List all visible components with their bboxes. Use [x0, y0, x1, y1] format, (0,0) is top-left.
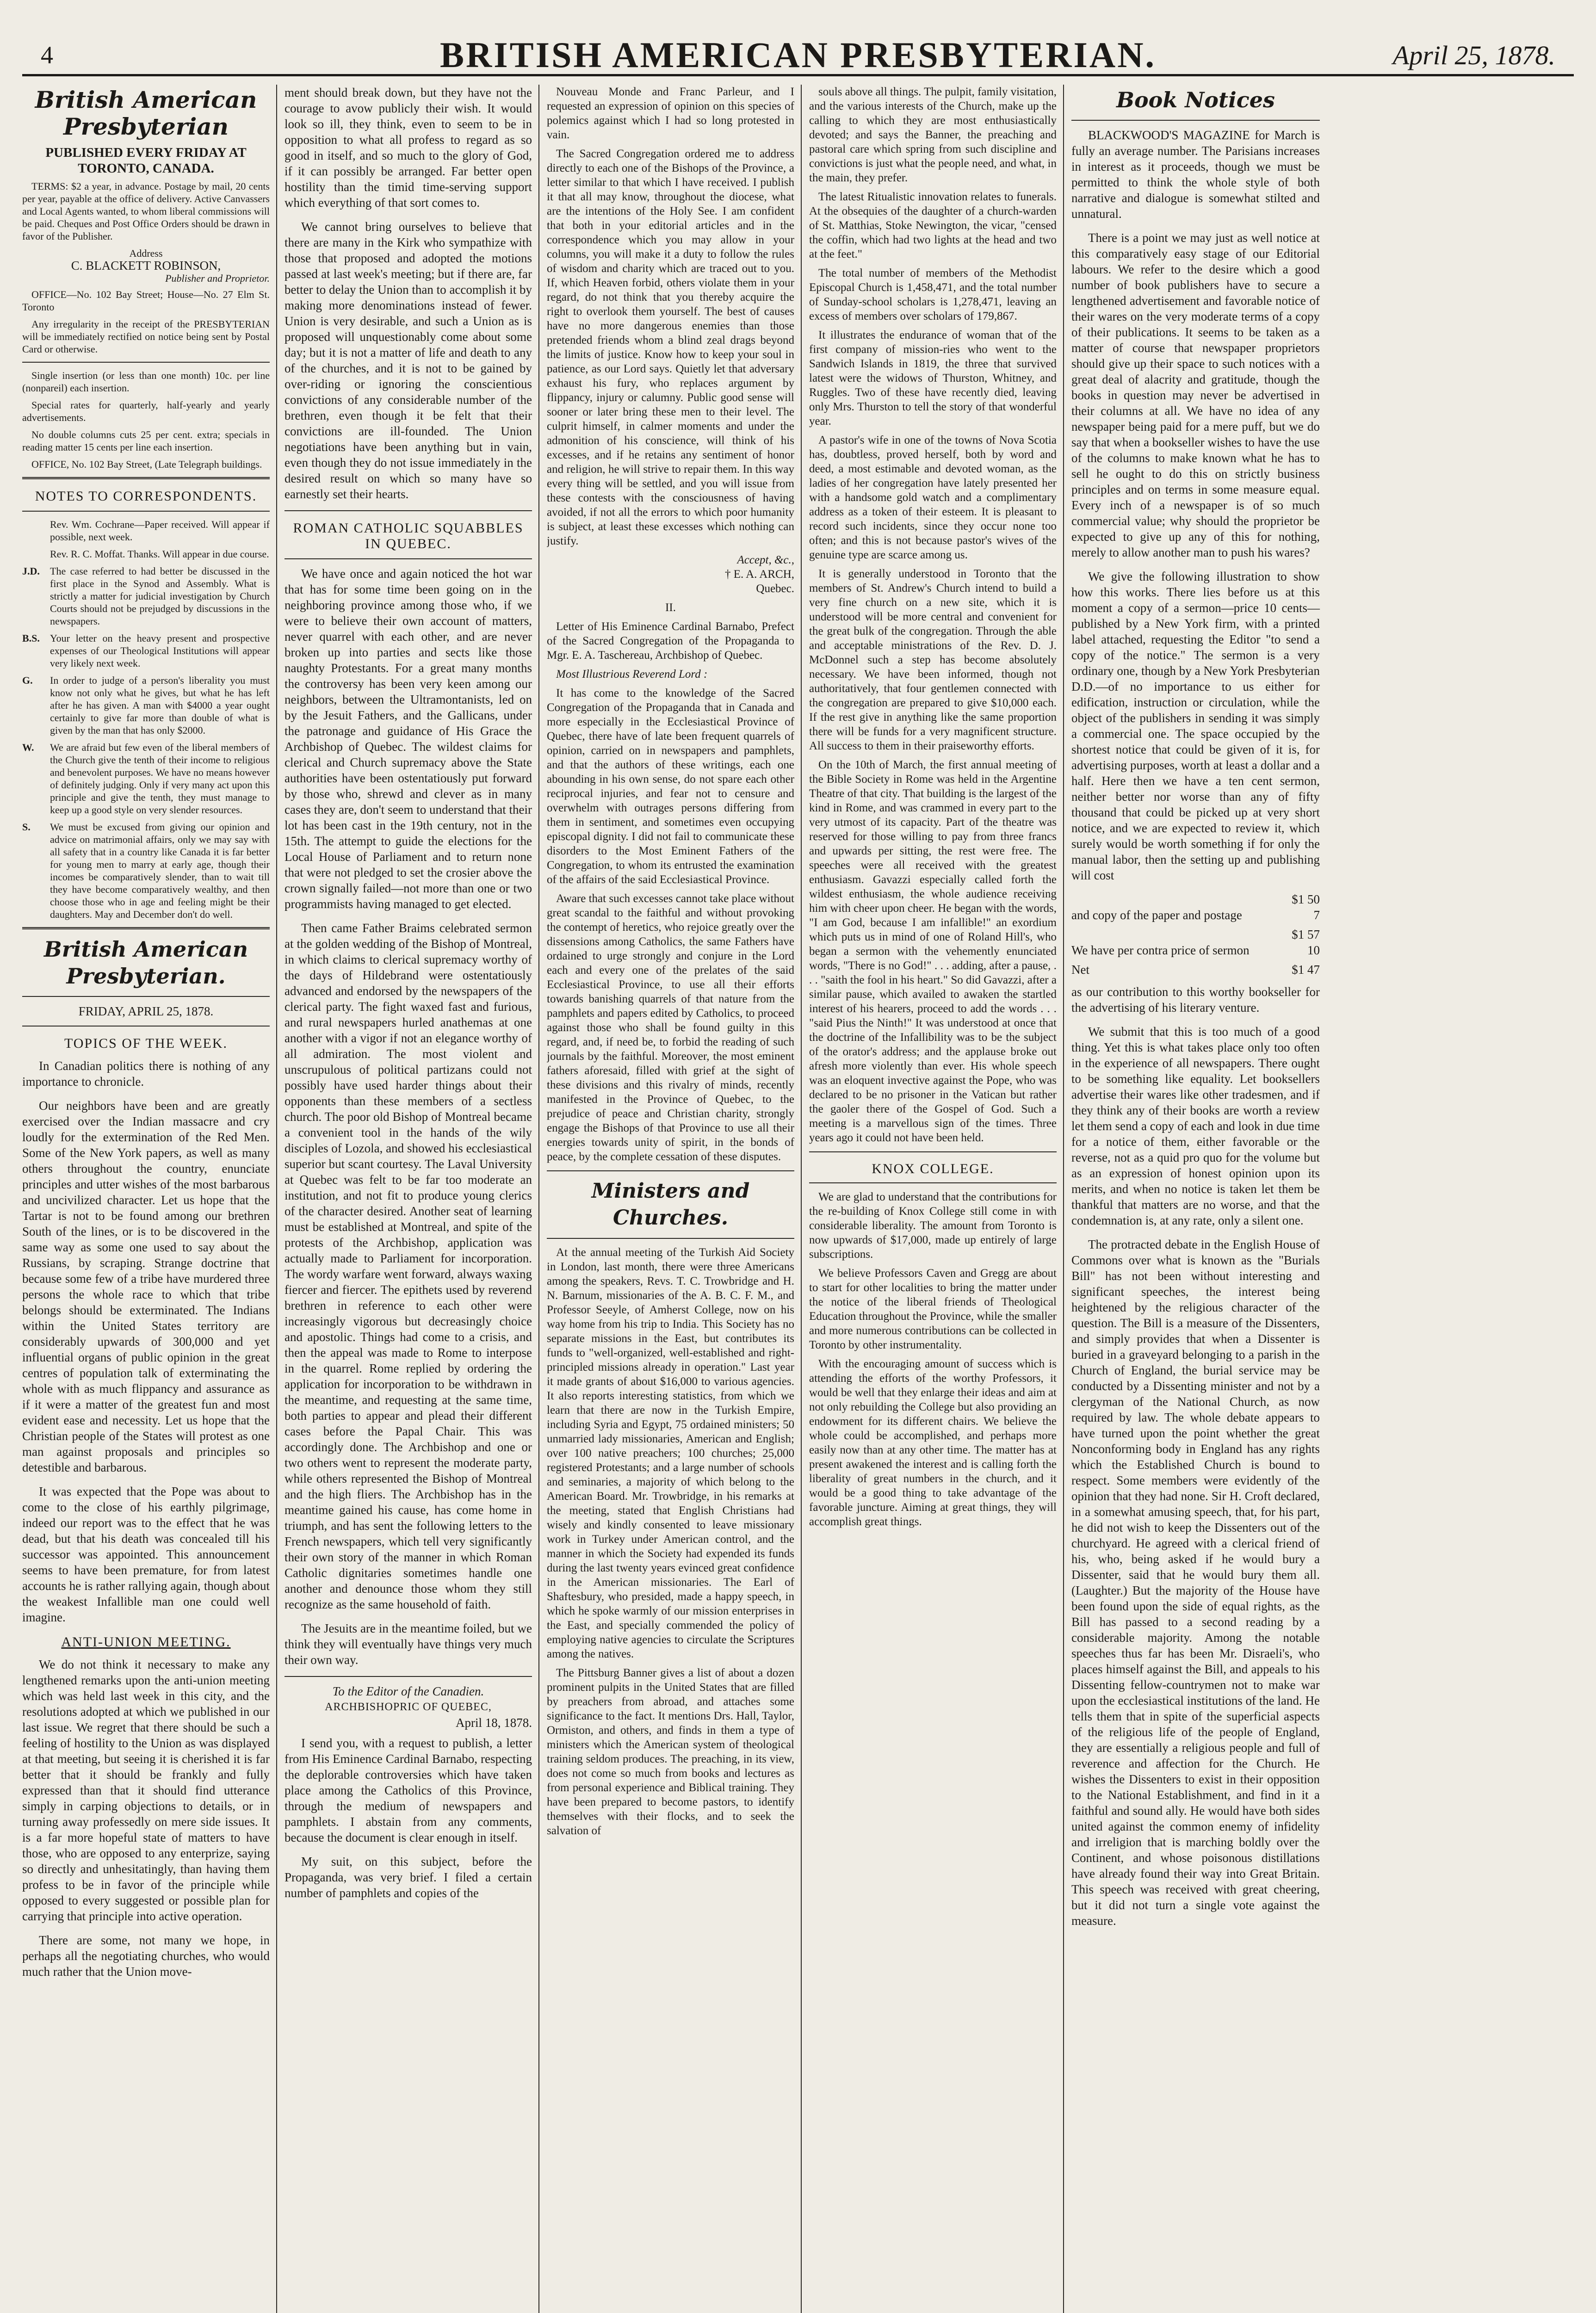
newspaper-title: BRITISH AMERICAN PRESBYTERIAN. [439, 35, 1157, 75]
roman-catholic-heading: ROMAN CATHOLIC SQUABBLES IN QUEBEC. [293, 520, 524, 551]
body-paragraph: On the 10th of March, the first annual meeting of the Bible Society in Rome was held in the Argentine Theatre of that city. That building is the largest of the kind in Rome, and was crammed in every part to the very utmost of its capacity. Part of the theatre was reserved for those willing to pay from three francs and upwards per sitting, the rest were free. The speeches were all received with the greatest enthusiasm. Gavazzi especially called forth the wildest enthusiasm, the whole audience receiving him with cheer upon cheer. He began with the words, "I am God, because I am infallible!" an exordium which puts us in mind of one of Roland Hill's, who began a sermon with the vehemently enunciated words, "There is no God!" . . . adding, after a pause, . . . "saith the fool in his heart." So did Gavazzi, after a similar pause, which availed to awaken the startled interest of his hearers, proceed to add the words . . . "said Pius the Ninth!" It was understood at once that the doctrine of the Infallibility was to be the subject of the orator's address; and the applause broke out afresh more violently than ever. His whole speech was an eloquent invective against the Pope, who was declared to be no prisoner in the Vatican but rather the gaoler there of the Gospel of God. Such a meeting is a marvellous sign of the times. Three years ago it could not have been held. [809, 759, 1057, 1144]
letter-signature: † E. A. ARCH, [724, 568, 794, 581]
body-paragraph: With the encouraging amount of success which is attending the efforts of the worthy Professors, it would be well that they enlarge their ideas and aim at not only rebuilding the College but also providing an endowment for its different chairs. We believe the whole could be accomplished, and perhaps more easily now than at any other time. The matter has at present awakened the interest and is calling forth the liberality of great numbers in the church, and it would be a good thing to take advantage of the favorable juncture. Aiming at great things, they will accomplish great things. [809, 1358, 1057, 1528]
issue-date-line: FRIDAY, APRIL 25, 1878. [78, 1004, 214, 1018]
anti-union-paragraph: There are some, not many we hope, in perhaps all the negotiating churches, who would much rather that the Union move- [22, 1933, 270, 1979]
office-address-2: OFFICE, No. 102 Bay Street, (Late Telegraph buildings. [31, 458, 262, 470]
note-item: J.D. The case referred to had better be discussed in the first place in the Synod and Assembly. What is strictly a matter for judicial investigation by Church Courts should not be prejudged by discussions in the newspapers. [22, 565, 270, 627]
letter-origin: ARCHBISHOPRIC OF QUEBEC, [325, 1701, 492, 1713]
letter-paragraph: I send you, with a request to publish, a letter from His Eminence Cardinal Barnabo, respecting the deplorable controversies which have taken place among the Catholics of this Province, through the medium of newspapers and pamphlets. I abstain from any comments, because the document is clear enough in itself. [285, 1736, 532, 1844]
body-paragraph: The Jesuits are in the meantime foiled, but we think they will eventually have things very much their own way. [285, 1621, 532, 1667]
letter-paragraph: My suit, on this subject, before the Propaganda, was very brief. I filed a certain number of pamphlets and copies of the [285, 1855, 532, 1900]
account-row: $1 50 [1292, 892, 1320, 906]
column-4 [809, 85, 1064, 2313]
continued-paragraph: souls above all things. The pulpit, family visitation, and the various interests of the Church, make up the calling to which they are most enthusiastically devoted; and says the Banner, the preaching and pastoral care which spring from such discipline and convictions is just what the people need, and what, in the main, they prefer. [809, 86, 1057, 184]
body-paragraph: as our contribution to this worthy bookseller for the advertising of his literary venture. [1071, 985, 1320, 1014]
note-item: W. We are afraid but few even of the liberal members of the Church give the tenth of their income to religious and benevolent purposes. We have no means however of definitely judging. Only if very many act upon this principle and give the tenth, they must manage to keep up a good style on very slender resources. [22, 742, 270, 816]
single-insertion-rate: Single insertion (or less than one month) 10c. per line (nonpareil) each insertion. [22, 370, 270, 394]
letter-salutation: Most Illustrious Reverend Lord : [556, 668, 708, 680]
body-paragraph: A pastor's wife in one of the towns of Nova Scotia has, doubtless, proved herself, both by word and deed, a most estimable and devoted woman, as the ladies of her congregation have lately presented her with a handsome gold watch and a complimentary address as a token of their esteem. It is pleasant to record such incidents, since they occur none too often; and this is not because pastor's wives of the genuine type are scarce among us. [809, 434, 1057, 561]
topics-heading: TOPICS OF THE WEEK. [64, 1036, 228, 1051]
body-paragraph: We are glad to understand that the contributions for the re-building of Knox College still come in with considerable liberality. The amount from Toronto is now upwards of $17,000, made up entirely of large subscriptions. [809, 1191, 1057, 1261]
letter-place: Quebec. [756, 582, 794, 595]
topic-paragraph: It was expected that the Pope was about to come to the close of his earthly pilgrimage, indeed our report was to the effect that he was dead, but that his death was concealed till his successor was appointed. This announcement seems to have been premature, for from latest accounts he is rather rallying again, though about the weakest Infallible man one could well imagine. [22, 1484, 270, 1624]
ministers-heading: Ministers and Churches. [591, 1179, 750, 1230]
topic-paragraph: Our neighbors have been and are greatly exercised over the Indian massacre and cry loudly for the extermination of the Red Men. Some of the New York papers, as well as many others throughout the country, enunciate principles and utter wishes of the most barbarous and uncivilized character. Let us hope that the Tartar is not to be found among our brethren South of the lines, or is to be discovered in the same way as some one used to say about the Russians, by scraping. Strange doctrine that because some few of a tribe have murdered three persons the whole race to which that tribe belongs should be exterminated. The Indians within the United States territory are considerably upwards of 300,000 and yet influential organs of public opinion in the great centres of population talk of exterminating the whole with as much flippancy and assurance as if it were a matter of the greatest fun and most evident ease and necessity. Let us hope that the Christian people of the States will protest as one man against proposals and principles so detestible and barbarous. [22, 1099, 270, 1474]
publication-line: PUBLISHED EVERY FRIDAY AT [45, 145, 247, 160]
paper-nameplate: British American Presbyterian [35, 86, 257, 140]
account-table [1071, 891, 1320, 977]
issue-date: April 25, 1878. [1392, 40, 1555, 70]
masthead [22, 32, 1574, 76]
letter-closing: Accept, &c., [737, 554, 794, 566]
page-number: 4 [41, 41, 53, 69]
body-paragraph: At the annual meeting of the Turkish Aid Society in London, last month, there were three Americans among the speakers, Revs. T. C. Trowbridge and H. N. Barnum, missionaries of the A. B. C. F. M., and Professor Seeyle, of Amherst College, now on his way home from his trip to India. This Society has no separate missions in the East, but contributes its funds to "well-organized, well-established and right-principled missions already in operation." Last year it made grants of about $16,000 to various agencies. It also reports interesting statistics, from which we learn that there are now in the Turkish Empire, including Syria and Egypt, 75 ordained ministers; 50 unmarried lady missionaries, American and English; over 100 native preachers; 100 churches; 25,000 registered Protestants; and a large number of schools and seminaries, a majority of which belong to the American Board. Mr. Trowbridge, in his remarks at the meeting, stated that English Christians had wisely and kindly consented to leave missionary work in Turkey under American control, and the manner in which the Society had expended its funds during the last twenty years evinced great confidence in the American missionaries. The Earl of Shaftesbury, who presided, made a happy speech, in which he spoke warmly of our mission enterprises in the East, and specially commended the policy of employing native agencies to circulate the Scriptures among the natives. [547, 1246, 794, 1660]
account-row: and copy of the paper and postage 7 [1071, 908, 1320, 922]
office-address: OFFICE—No. 102 Bay Street; House—No. 27 Elm St. Toronto [22, 289, 270, 313]
note-item: S. We must be excused from giving our opinion and advice on matrimonial affairs, only we may say with all safety that in a country like Canada it is far better for young men to marry at early age, though their incomes be comparatively slender, than to wait till they have become comparatively wealthy, and then choose those who in age and feeling might be their daughters. May and December don't do well. [22, 821, 270, 920]
body-paragraph: It illustrates the endurance of woman that of the first company of mission-ries who went to the Sandwich Islands in 1819, the three that survived latest were the widows of Thurston, Whitney, and Ruggles. Two of these have recently died, leaving only Mrs. Thurston to tell the story of that wonderful year. [809, 329, 1057, 427]
body-paragraph: The protracted debate in the English House of Commons over what is known as the "Burials Bill" has not been without interesting and significant speeches, the interest being heightened by the religious character of the question. The Bill is a measure of the Dissenters, and simply provides that when a Dissenter is buried in a graveyard belonging to a parish in the Church of England, the burial service may be conducted by a Dissenting minister and not by a clergyman of the National Church, as now required by law. The whole debate appears to have turned upon the point whether the great Nonconforming body in England has any rights which the Established Church is bound to respect. Some members were evidently of the opinion that they had none. Sir H. Croft declared, in a somewhat amusing speech, that, for his part, he did not wish to keep the Dissenters out of the churchyard. He agreed with a clerical friend of his, who, being asked if he would bury a Dissenter, said that he would bury them all. (Laughter.) But the majority of the House have been found upon the side of equal rights, as the Bill has passed to a second reading by a considerable majority. Among the notable speeches thus far has been Mr. Disraeli's, who places himself against the Bill, and appeals to his Dissenting fellow-countrymen not to make war upon the ecclesiastical institutions of the land. He tells them that in spite of the superficial aspects of the religious life of the people of England, they are essentially a religious people and full of reverence and affection for the Church. He wishes the Dissenters to exist in their opposition to the National Establishment, and find in it a faithful and sound ally. He would have both sides united against the common enemy of infidelity and irreligion that is marching boldly over the Continent, and whose poisonous distillations have already found their way into Great Britain. This speech was received with great cheering, but it did not turn a single vote against the measure. [1071, 1237, 1320, 1928]
column-3 [547, 85, 802, 2313]
account-row: $1 57 [1292, 928, 1320, 941]
letter-paragraph: The Sacred Congregation ordered me to address directly to each one of the Bishops of the Province, a letter similar to that which I have received. I publish it that all may know, throughout the diocese, what are the intentions of the Holy See. I am confident that both in your editorial articles and in the correspondence which you may allow in your columns, you will make it a duty to follow the rules of wisdom and charity which are traced out to you. If, which Heaven forbid, others violate them in your regard, do not think that you thereby acquire the right to overlook them yourself. The best of causes have no more dangerous enemies than those pretended friends whom a blind zeal drags beyond the limits of justice. Know how to keep your soul in patience, as our Lord says. Quietly let that adversary exhaust his fury, who replaces argument by flippancy, injury or calumny. Public good sense will sooner or later bring these men to their level. The culprit himself, in calmer moments and under the admonition of his conscience, will think of his excesses, and if he retains any sentiment of honor and religion, he will strive to repair them. In this way every thing will be settled, and you will issue from these contests with the consciousness of having avoided, if not all the errors to which poor humanity is subject, at least these excesses which nothing can justify. [547, 148, 794, 547]
note-item: G. In order to judge of a person's liberality you must know not only what he gives, but what he has left after he has given. A man with $4000 a year ought certainly to give far more than double of what is given by the man that has only $2000. [22, 674, 270, 736]
address-label: Address [129, 247, 163, 259]
publication-place: TORONTO, CANADA. [78, 161, 214, 176]
body-paragraph: BLACKWOOD'S MAGAZINE for March is fully an average number. The Parisians increases in interest as it proceeds, though we must be permitted to think the whole style of both narrative and dialogue is somewhat stilted and unnatural. [1071, 128, 1320, 221]
note-item: B.S. Your letter on the heavy present and prospective expenses of our Theological Institutions will appear very likely next week. [22, 632, 270, 669]
terms: TERMS: $2 a year, in advance. Postage by mail, 20 cents per year, payable at the office of delivery. Active Canvassers and Local Agents wanted, to whom liberal commissions will be paid. Cheques and Post Office Orders should be drawn in favor of the Publisher. [22, 180, 270, 242]
publisher-role: Publisher and Proprietor. [165, 272, 270, 284]
anti-union-heading: ANTI-UNION MEETING. [61, 1634, 231, 1650]
column-1 [22, 85, 277, 2313]
note-item: Rev. R. C. Moffat. Thanks. Will appear in due course. [50, 548, 269, 560]
letter-intro: Letter of His Eminence Cardinal Barnabo, Prefect of the Sacred Congregation of the Propaganda to Mgr. E. A. Taschereau, Archbishop of Quebec. [547, 620, 794, 662]
body-paragraph: It is generally understood in Toronto that the members of St. Andrew's Church intend to build a very fine church on a new site, which it is understood will be more central and convenient for the great bulk of the congregation. Through the able and acceptable ministrations of the Rev. D. J. McDonnel such a step has become absolutely necessary. We have been informed, though not authoritatively, that four gentlemen connected with the congregation are prepared to give $10,000 each. If the rest give in anything like the same proportion there will be funds for a very magnificent structure. All success to them in their praiseworthy efforts. [809, 568, 1057, 752]
anti-union-paragraph: We do not think it necessary to make any lengthened remarks upon the anti-union meeting which was held last week in this city, and the resolutions adopted at which we published in our last issue. We regret that there should be such a feeling of hostility to the Union as was displayed at that meeting, but seeing it is cherished it is far better that it should be frankly and fully expressed than that it should find utterance simply in carping objections to details, or in turning away professedly on mere side issues. It is a far more hopeful state of matters to have those, who are opposed to any enterprize, saying so directly and unhesitatingly, than having them profess to be in favor of the principle while opposed to every suggested or possible plan for carrying that principle into active operation. [22, 1657, 270, 1923]
topic-paragraph: In Canadian politics there is nothing of any importance to chronicle. [22, 1059, 270, 1088]
book-notices-heading: Book Notices [1116, 87, 1275, 112]
account-row: We have per contra price of sermon 10 [1071, 943, 1320, 957]
column-2 [285, 85, 539, 2313]
section-numeral: II. [665, 601, 676, 614]
irregularity-notice: Any irregularity in the receipt of the PRESBYTERIAN will be immediately rectified on notice being sent by Postal Card or otherwise. [22, 318, 270, 355]
knox-college-heading: KNOX COLLEGE. [872, 1161, 994, 1176]
notes-list [22, 518, 270, 921]
account-row: Net $1 47 [1071, 963, 1320, 977]
body-paragraph: We believe Professors Caven and Gregg are about to start for other localities to bring the matter under the notice of the liberal friends of Theological Education throughout the Province, while the smaller and more numerous contributions can be collected in Toronto by other instrumentality. [809, 1267, 1057, 1351]
paper-nameplate-2: British American Presbyterian. [43, 937, 248, 989]
body-paragraph: We cannot bring ourselves to believe that there are many in the Kirk who sympathize with those that proposed and adopted the motions passed at last week's meeting; but if there are, far better to delay the Union than to accomplish it by making more denominations instead of fewer. Union is very desirable, and such a Union as is proposed will unquestionably come about some day; but it is not a matter of life and death to any of the churches, and it is not to be gained by over-riding or ignoring the conscientious convictions of any considerable number of the brethren, even though it be felt that their convictions are ill-founded. The Union negotiations have been anything but in vain, even though they do not issue immediately in the desired result on which so many have so earnestly set their hearts. [285, 220, 532, 501]
body-paragraph: There is a point we may just as well notice at this comparatively easy stage of our Editorial labours. We refer to the desire which a good number of book publishers have to secure a lengthened advertisement and favorable notice of their wares on the very moderate terms of a copy of their publications. It seems to be taken as a matter of course that newspaper proprietors should give up their space to such notices with a great deal of alacrity and gratitude, though the books in question may never be advertised in their columns at all. We have no idea of any newspaper being paid for a mere puff, but we do say that when a bookseller wishes to have the use of the columns to make known what he has to sell he ought to do this on strictly business principles and on terms in some measure equal. Every inch of a newspaper is of so much commercial value; why should the proprietor be expected to give up any of this for nothing, merely to allow another man to push his wares? [1071, 231, 1320, 559]
publisher-name: C. BLACKETT ROBINSON, [71, 259, 221, 272]
special-rates: Special rates for quarterly, half-yearly and yearly advertisements. [22, 399, 270, 423]
body-paragraph: We give the following illustration to show how this works. There lies before us at this moment a copy of a sermon—price 10 cents—published by a New York firm, with a printed label attached, requesting the Editor "to send a copy of the notice." The sermon is a very ordinary one, though by a New York Presbyterian D.D.—of no importance to us either for edification, instruction or circulation, while the object of the publishers in sending it was simply a commercial one. The space occupied by the shortest notice that could be given of it is, for advertising purposes, worth at least a dollar and a half. Here then we have a ten cent sermon, neither better nor worse than any of fifty thousand that could be picked up at very short notice, and we are expected to review it, which surely would be worth something if for only the manual labor, then the setting up and publishing will cost [1071, 569, 1320, 882]
body-paragraph: The total number of members of the Methodist Episcopal Church is 1,458,471, and the total number of Sunday-school scholars is 1,278,471, leaving an excess of members over scholars of 179,867. [809, 267, 1057, 322]
continued-paragraph: Nouveau Monde and Franc Parleur, and I requested an expression of opinion on this species of polemics against which I had so long protested in vain. [547, 86, 794, 141]
column-5 [1071, 85, 1326, 2313]
body-paragraph: We have once and again noticed the hot war that has for some time been going on in the neighboring province among those who, if we were to believe their own account of matters, never quarrel with each other, and are never broken up into parties and sects like those naughty Protestants. For a great many months the controversy has been very keen among our neighbors, between the Ultramontanists, led on by the Jesuit Fathers, and the Gallicans, under the patronage and guidance of His Grace the Archbishop of Quebec. The wildest claims for clerical and Church supremacy above the State authorities have been ostentatiously put forward by those who, shrewd and clever as in many cases they are, don't seem to understand that their lot has been cast in the 19th century, not in the 15th. The attempt to guide the elections for the Local House of Parliament and to return none that were not pledged to set the crosier above the crown signally failed—not more than one or two programmists having managed to get elected. [285, 567, 532, 911]
continued-paragraph: ment should break down, but they have not the courage to avow publicly their wish. It would look so ill, they think, even to seem to be in opposition to what all profess to regard as so good in itself, and so much to the glory of God, if it can possibly be arranged. Far better open hostility than the timid time-serving support which everything of that sort comes to. [285, 86, 532, 210]
double-column-rates: No double columns cuts 25 per cent. extra; specials in reading matter 15 cents per line each insertion. [22, 429, 270, 453]
letter-date: April 18, 1878. [456, 1716, 532, 1730]
notes-heading: NOTES TO CORRESPONDENTS. [35, 489, 257, 504]
body-paragraph: The Pittsburg Banner gives a list of about a dozen prominent pulpits in the United States that are filled by preachers from abroad, and attaches some significance to the fact. It mentions Drs. Hall, Taylor, Ormiston, and others, and finds in them a type of ministers which the American system of theological training seldom produces. The preaching, in its view, does not come so much from books and lectures as from personal experience and Biblical training. They have been prepared to become pastors, to identify themselves with their flocks, and to seek the salvation of [547, 1667, 794, 1837]
body-paragraph: Then came Father Braims celebrated sermon at the golden wedding of the Bishop of Montreal, in which claims to clerical supremacy worthy of the days of Hildebrand were ostentatiously advanced and endorsed by the newspapers of the clerical party. The fight waxed fast and furious, and rural newspapers hurled anathemas at one another with a vigor if not an elegance worthy of all admiration. The most violent and unscrupulous of political partizans could not possibly have used harder things about their opponents than these members of a sectless church. The poor old Bishop of Montreal became a convenient tool in the hands of the wily disciples of Lozola, and showed his ecclesiastical superior but scant courtesy. The Laval University at Quebec was felt to be far too moderate an institution, and not fit to produce young clerics of the character desired. Another seat of learning must be established at Montreal, and spite of the protests of the Archbishop, application was actually made to Parliament for incorporation. The wordy warfare went forward, always waxing fiercer and fiercer. The epithets used by reverend brethren in reference to each other were increasingly vigorous but decreasingly choice and apostolic. Things had come to a crisis, and then the appeal was made to Rome to interpose in the quarrel. Rome replied by ordering the application for incorporation to be withdrawn in the meantime, and requesting at the same time, both parties to appear and plead their different cases before the Papal Chair. This was accordingly done. The Archbishop and one or two others went to represent the moderate party, while others represented the Bishop of Montreal and the high fliers. The Archbishop has in the meantime gained his cause, has come home in triumph, and has sent the following letters to the French newspapers, which tell very significantly their own story of the manner in which Roman Catholic dignitaries sometimes handle one another and denounce those whom they still recognize as the same household of faith. [285, 921, 532, 1611]
letter-addressee: To the Editor of the Canadien. [332, 1684, 484, 1698]
body-paragraph: We submit that this is too much of a good thing. Yet this is what takes place only too often in the experience of all newspapers. There ought to be something like equality. Let booksellers advertise their wares like other tradesmen, and if they think any of their books are worth a review let them send a copy of each and look in due time for a notice of them, either favorable or the reverse, not as a quid pro quo for the volume but as an expression of honest opinion upon its merits, and when no notice is taken let them be thankful that matters are no worse, and that the condemnation is, at any rate, only a silent one. [1071, 1025, 1320, 1227]
body-paragraph: The latest Ritualistic innovation relates to funerals. At the obsequies of the daughter of a church-warden of St. Matthias, Stoke Newington, the vicar, "censed the coffin, which had two lights at the head and two at the feet." [809, 191, 1057, 260]
letter-paragraph: Aware that such excesses cannot take place without great scandal to the faithful and without provoking the contempt of heretics, who rejoice greatly over the dissensions among Catholics, the same Fathers have ordained to urge strongly and conjure in the Lord each and every one of the prelates of the said Ecclesiastical Province, to use all their efforts towards banishing quarrels of that nature from the pamphlets and papers edited by Catholics, to proceed against those who shall be found guilty in this regard, and, if need be, to forbid the reading of such journals by the faithful. Moreover, the most eminent fathers aforesaid, filled with grief at the sight of these divisions and this rivalry of minds, recently manifested in the Province of Quebec, to the prejudice of peace and Christian charity, strongly engage the Bishops of that Province to use all their energies towards unity of spirit, in the bonds of peace, by the complete cessation of these disputes. [547, 892, 794, 1163]
columns [22, 85, 1574, 2313]
letter-paragraph: It has come to the knowledge of the Sacred Congregation of the Propaganda that in Canada and more especially in the Ecclesiastical Province of Quebec, there have of late been frequent quarrels of opinion, carried on in newspapers and pamphlets, and that the authors of these writings, each one abounding in his own sense, do not spare each other reciprocal injuries, and fear not to censure and overwhelm with outrages persons differing from them in sentiment, and sometimes even occupying episcopal dignity. I did not fail to communicate these disorders to the Most Eminent Fathers of the Congregation, to whom its entrusted the examination of the affairs of the said Ecclesiastical Province. [547, 687, 794, 886]
note-item: Rev. Wm. Cochrane—Paper received. Will appear if possible, next week. [50, 519, 270, 543]
